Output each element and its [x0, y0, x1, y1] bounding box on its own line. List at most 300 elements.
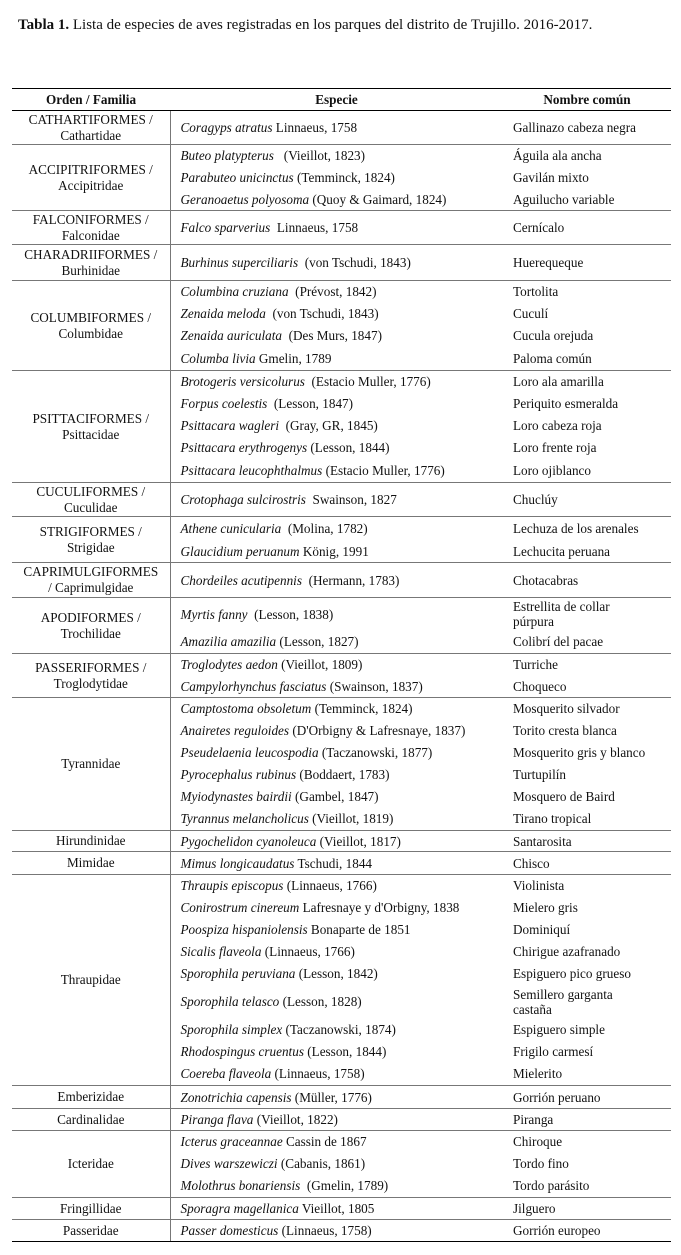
common-name-line: castaña — [513, 1001, 552, 1017]
species-cell — [170, 1063, 503, 1086]
species-authority: (Gambel, 1847) — [291, 789, 379, 804]
scientific-name: Parabuteo unicinctus — [180, 170, 294, 185]
species-cell — [170, 1086, 503, 1109]
common-name-cell — [503, 1153, 671, 1175]
common-name-cell — [503, 654, 671, 676]
common-name-line: Tordo parásito — [513, 1178, 590, 1194]
scientific-name: Zenaida auriculata — [180, 328, 282, 343]
species-authority: (Cabanis, 1861) — [277, 1156, 366, 1171]
table-body — [12, 111, 671, 1242]
species-cell — [170, 393, 503, 415]
species-cell — [170, 654, 503, 676]
order-family-cell — [12, 517, 170, 563]
common-name-line: Tirano tropical — [513, 811, 592, 827]
common-name-cell — [503, 1086, 671, 1109]
common-name-cell — [503, 145, 671, 167]
order-family-cell — [12, 1198, 170, 1220]
common-name-line: Mosquero de Baird — [513, 789, 615, 804]
table-header — [12, 89, 671, 111]
species-authority: (von Tschudi, 1843) — [265, 306, 379, 321]
common-name-cell — [503, 111, 671, 145]
scientific-name: Amazilia amazilia — [180, 634, 277, 650]
order-family-cell — [12, 1109, 170, 1131]
common-name-cell — [503, 941, 671, 963]
species-cell — [170, 303, 503, 325]
order-family-cell — [12, 852, 170, 875]
table-row — [12, 483, 671, 517]
scientific-name: Mimus longicaudatus — [180, 855, 295, 871]
scientific-name: Sporophila simplex — [180, 1022, 283, 1037]
order-family-line: Passeridae — [62, 1222, 119, 1238]
order-family-cell — [12, 1220, 170, 1242]
table-row — [12, 1198, 671, 1220]
common-name-line: Lechuza de los arenales — [513, 521, 639, 537]
table-row — [12, 145, 671, 167]
species-authority: (Müller, 1776) — [291, 1089, 372, 1105]
common-name-line: Tortolita — [513, 284, 559, 300]
scientific-name: Brotogeris versicolurus — [180, 374, 305, 390]
species-cell — [170, 698, 503, 720]
common-name-line: Mosquerito gris y blanco — [513, 745, 646, 760]
species-cell — [170, 325, 503, 347]
table-row — [12, 831, 671, 852]
species-cell — [170, 517, 503, 541]
species-authority: (Boddaert, 1783) — [296, 767, 390, 782]
common-name-cell — [503, 1175, 671, 1198]
species-authority: Linnaeus, 1758 — [270, 220, 359, 235]
scientific-name: Columba livia — [180, 350, 256, 366]
order-family-line: Tyrannidae — [61, 756, 121, 771]
order-family-line: PASSERIFORMES / — [35, 659, 147, 675]
species-authority: (Linnaeus, 1766) — [261, 944, 355, 959]
scientific-name: Rhodospingus cruentus — [180, 1044, 304, 1059]
common-name-line: Gorrión europeo — [513, 1223, 601, 1238]
scientific-name: Geranoaetus polyosoma — [180, 191, 310, 207]
scientific-name: Psittacara erythrogenys — [180, 440, 308, 455]
table-row — [12, 1131, 671, 1153]
common-name-line: Torito cresta blanca — [513, 723, 617, 738]
scientific-name: Pyrocephalus rubinus — [180, 767, 297, 782]
species-authority: Vieillot, 1805 — [298, 1201, 375, 1216]
species-authority: (Lesson, 1842) — [295, 966, 378, 981]
scientific-name: Sporophila peruviana — [180, 966, 296, 981]
common-name-line: Violinista — [513, 878, 565, 894]
scientific-name: Poospiza hispaniolensis — [180, 922, 308, 937]
order-family-line: Mimidae — [66, 855, 115, 870]
scientific-name: Passer domesticus — [180, 1223, 279, 1238]
scientific-name: Icterus graceannae — [180, 1134, 283, 1150]
common-name-line: Espiguero pico grueso — [513, 966, 631, 981]
scientific-name: Myiodynastes bairdii — [180, 789, 292, 804]
species-authority: (Lesson, 1844) — [307, 440, 390, 455]
common-name-line: Lechucita peruana — [513, 543, 611, 559]
species-authority: Gmelin, 1789 — [255, 350, 332, 366]
species-cell — [170, 437, 503, 459]
common-name-line: púrpura — [513, 614, 555, 630]
table-row — [12, 563, 671, 598]
species-authority: (Estacio Muller, 1776) — [304, 374, 431, 390]
species-authority: (Linnaeus, 1758) — [271, 1066, 365, 1082]
common-name-line: Choqueco — [513, 678, 567, 694]
species-cell — [170, 371, 503, 393]
common-name-line: Cuculí — [513, 306, 549, 321]
order-family-line: CUCULIFORMES / — [36, 483, 146, 499]
table-row — [12, 1086, 671, 1109]
common-name-cell — [503, 631, 671, 654]
species-cell — [170, 347, 503, 371]
common-name-line: Santarosita — [513, 833, 572, 849]
order-family-line: Trochilidae — [60, 625, 121, 641]
common-name-line: Gorrión peruano — [513, 1089, 601, 1105]
scientific-name: Chordeiles acutipennis — [180, 572, 302, 588]
common-name-line: Piranga — [513, 1112, 554, 1127]
common-name-cell — [503, 281, 671, 303]
scientific-name: Buteo platypterus — [180, 148, 274, 164]
scientific-name: Anairetes reguloides — [180, 723, 290, 738]
species-authority: (Vieillot, 1822) — [253, 1112, 338, 1127]
common-name-cell — [503, 563, 671, 598]
common-name-cell — [503, 437, 671, 459]
common-name-line: Aguilucho variable — [513, 191, 615, 207]
species-authority: Cassin de 1867 — [282, 1134, 367, 1150]
common-name-cell — [503, 459, 671, 483]
species-authority: (Taczanowski, 1874) — [282, 1022, 396, 1037]
species-cell — [170, 211, 503, 245]
scientific-name: Troglodytes aedon — [180, 657, 278, 673]
order-family-line: Troglodytidae — [53, 675, 128, 691]
species-authority: Tschudi, 1844 — [294, 855, 373, 871]
species-cell — [170, 1131, 503, 1153]
common-name-line: Chisco — [513, 855, 550, 871]
scientific-name: Psittacara leucophthalmus — [180, 462, 323, 478]
order-family-line: Cathartidae — [60, 127, 122, 143]
species-authority: (Lesson, 1847) — [267, 396, 354, 411]
species-authority: (Prévost, 1842) — [288, 284, 377, 300]
species-cell — [170, 919, 503, 941]
order-family-line: Accipitridae — [58, 177, 124, 193]
species-cell — [170, 1019, 503, 1041]
common-name-cell — [503, 1019, 671, 1041]
common-name-line: Frigilo carmesí — [513, 1044, 594, 1059]
species-authority: (Vieillot, 1819) — [308, 811, 394, 827]
common-name-line: Jilguero — [513, 1201, 556, 1216]
species-authority: Bonaparte de 1851 — [307, 922, 411, 937]
table-row — [12, 852, 671, 875]
common-name-cell — [503, 189, 671, 211]
order-family-line: Fringillidae — [59, 1200, 122, 1216]
scientific-name: Pseudelaenia leucospodia — [180, 745, 319, 760]
common-name-line: Mielerito — [513, 1066, 563, 1082]
table-row — [12, 371, 671, 393]
species-authority: (Temminck, 1824) — [293, 170, 395, 185]
species-cell — [170, 1153, 503, 1175]
scientific-name: Forpus coelestis — [180, 396, 268, 411]
order-family-line: Emberizidae — [57, 1089, 125, 1104]
common-name-line: Colibrí del pacae — [513, 634, 604, 650]
scientific-name: Molothrus bonariensis — [180, 1178, 301, 1194]
order-family-cell — [12, 371, 170, 483]
common-name-line: Mielero gris — [513, 900, 578, 915]
common-name-line: Turriche — [513, 657, 558, 673]
common-name-cell — [503, 985, 671, 1019]
species-cell — [170, 985, 503, 1019]
common-name-cell — [503, 347, 671, 371]
common-name-cell — [503, 483, 671, 517]
order-family-line: Thraupidae — [60, 972, 121, 987]
scientific-name: Psittacara wagleri — [180, 418, 280, 433]
species-cell — [170, 1175, 503, 1198]
order-family-cell — [12, 1086, 170, 1109]
order-family-cell — [12, 1131, 170, 1198]
species-authority: (D'Orbigny & Lafresnaye, 1837) — [289, 723, 466, 738]
common-name-cell — [503, 393, 671, 415]
scientific-name: Piranga flava — [180, 1112, 254, 1127]
common-name-line: Chuclúy — [513, 492, 558, 507]
species-cell — [170, 145, 503, 167]
common-name-line: Loro cabeza roja — [513, 418, 602, 433]
species-cell — [170, 459, 503, 483]
common-name-cell — [503, 1041, 671, 1063]
order-family-cell — [12, 598, 170, 654]
header-order-family: Orden / Familia — [12, 89, 170, 111]
species-authority: (Gray, GR, 1845) — [279, 418, 378, 433]
table-row — [12, 211, 671, 245]
common-name-line: Loro ojiblanco — [513, 462, 592, 478]
scientific-name: Falco sparverius — [180, 220, 271, 235]
scientific-name: Pygochelidon cyanoleuca — [180, 833, 317, 849]
common-name-line: Mosquerito silvador — [513, 701, 620, 717]
common-name-line: Tordo fino — [513, 1156, 569, 1171]
scientific-name: Coragyps atratus — [180, 120, 273, 135]
order-family-line: CAPRIMULGIFORMES — [23, 564, 159, 579]
species-authority: (Linnaeus, 1766) — [283, 878, 377, 894]
common-name-line: Paloma común — [513, 350, 592, 366]
common-name-cell — [503, 1063, 671, 1086]
table-row — [12, 111, 671, 145]
common-name-line: Dominiquí — [513, 922, 571, 937]
scientific-name: Columbina cruziana — [180, 284, 289, 300]
scientific-name: Zonotrichia capensis — [180, 1089, 292, 1105]
species-cell — [170, 897, 503, 919]
common-name-cell — [503, 1220, 671, 1242]
scientific-name: Coereba flaveola — [180, 1066, 272, 1082]
species-cell — [170, 167, 503, 189]
order-family-line: STRIGIFORMES / — [39, 523, 142, 539]
common-name-line: Loro frente roja — [513, 440, 597, 455]
species-cell — [170, 676, 503, 698]
common-name-line: Águila ala ancha — [513, 148, 602, 164]
scientific-name: Tyrannus melancholicus — [180, 811, 309, 827]
species-cell — [170, 563, 503, 598]
order-family-line: COLUMBIFORMES / — [30, 309, 152, 325]
caption-label: Tabla 1. — [18, 17, 70, 33]
order-family-line: APODIFORMES / — [40, 609, 141, 625]
order-family-cell — [12, 281, 170, 371]
common-name-cell — [503, 764, 671, 786]
common-name-cell — [503, 415, 671, 437]
species-authority: (Lesson, 1838) — [247, 606, 334, 622]
common-name-cell — [503, 786, 671, 808]
order-family-line: Cuculidae — [64, 499, 118, 515]
scientific-name: Myrtis fanny — [180, 606, 248, 622]
order-family-cell — [12, 245, 170, 281]
common-name-cell — [503, 1131, 671, 1153]
table-row — [12, 517, 671, 541]
species-authority: (Estacio Muller, 1776) — [322, 462, 445, 478]
scientific-name: Sicalis flaveola — [180, 944, 262, 959]
species-cell — [170, 245, 503, 281]
species-authority: (Des Murs, 1847) — [281, 328, 382, 343]
order-family-line: CATHARTIFORMES / — [28, 111, 153, 127]
species-authority: Lafresnaye y d'Orbigny, 1838 — [299, 900, 460, 915]
order-family-cell — [12, 875, 170, 1086]
scientific-name: Sporagra magellanica — [180, 1201, 299, 1216]
species-cell — [170, 281, 503, 303]
common-name-cell — [503, 963, 671, 985]
common-name-cell — [503, 875, 671, 897]
header-row — [12, 89, 671, 111]
scientific-name: Crotophaga sulcirostris — [180, 492, 306, 507]
common-name-line: Gallinazo cabeza negra — [513, 120, 637, 135]
order-family-line: Psittacidae — [62, 426, 120, 442]
common-name-line: Turtupilín — [513, 767, 567, 782]
common-name-cell — [503, 303, 671, 325]
common-name-line: Espiguero simple — [513, 1022, 605, 1037]
common-name-line: Semillero garganta — [513, 986, 613, 1002]
common-name-cell — [503, 371, 671, 393]
scientific-name: Dives warszewiczi — [180, 1156, 278, 1171]
species-authority: (Hermann, 1783) — [301, 572, 400, 588]
order-family-line: Strigidae — [66, 539, 115, 555]
species-authority: (Taczanowski, 1877) — [318, 745, 433, 760]
common-name-cell — [503, 211, 671, 245]
common-name-cell — [503, 541, 671, 563]
scientific-name: Glaucidium peruanum — [180, 543, 300, 559]
scientific-name: Campylorhynchus fasciatus — [180, 678, 327, 694]
order-family-line: Hirundinidae — [55, 833, 126, 848]
common-name-cell — [503, 517, 671, 541]
species-authority: (Linnaeus, 1758) — [278, 1223, 372, 1238]
common-name-line: Chiroque — [513, 1134, 563, 1150]
species-cell — [170, 1220, 503, 1242]
scientific-name: Camptostoma obsoletum — [180, 701, 312, 717]
order-family-cell — [12, 111, 170, 145]
common-name-cell — [503, 919, 671, 941]
species-authority: Swainson, 1827 — [305, 492, 397, 507]
species-cell — [170, 631, 503, 654]
table-row — [12, 1109, 671, 1131]
order-family-cell — [12, 211, 170, 245]
species-cell — [170, 1041, 503, 1063]
species-table — [12, 88, 671, 1242]
common-name-line: Huerequeque — [513, 255, 584, 270]
common-name-cell — [503, 167, 671, 189]
table-caption — [18, 14, 668, 36]
order-family-line: PSITTACIFORMES / — [32, 410, 150, 426]
order-family-line: FALCONIFORMES / — [32, 211, 149, 227]
species-authority: (Quoy & Gaimard, 1824) — [309, 191, 447, 207]
common-name-line: Loro ala amarilla — [513, 374, 604, 390]
common-name-cell — [503, 1109, 671, 1131]
common-name-line: Chotacabras — [513, 572, 579, 588]
table-row — [12, 1220, 671, 1242]
species-cell — [170, 189, 503, 211]
table-row — [12, 875, 671, 897]
order-family-line: / Caprimulgidae — [48, 580, 134, 595]
species-cell — [170, 598, 503, 631]
species-cell — [170, 720, 503, 742]
table-row — [12, 698, 671, 720]
order-family-line: Icteridae — [67, 1156, 114, 1171]
common-name-line: Estrellita de collar — [513, 599, 610, 615]
species-authority: Linnaeus, 1758 — [272, 120, 358, 135]
common-name-line: Periquito esmeralda — [513, 396, 619, 411]
header-species: Especie — [170, 89, 503, 111]
common-name-cell — [503, 852, 671, 875]
species-cell — [170, 831, 503, 852]
species-cell — [170, 1109, 503, 1131]
common-name-cell — [503, 598, 671, 631]
common-name-cell — [503, 808, 671, 831]
species-authority: (Vieillot, 1817) — [316, 833, 401, 849]
common-name-cell — [503, 698, 671, 720]
species-cell — [170, 963, 503, 985]
order-family-cell — [12, 654, 170, 698]
species-cell — [170, 808, 503, 831]
scientific-name: Athene cunicularia — [180, 521, 282, 537]
species-authority: (Lesson, 1827) — [276, 634, 359, 650]
order-family-line: Burhinidae — [61, 262, 121, 278]
order-family-line: Columbidae — [58, 325, 123, 341]
table-row — [12, 245, 671, 281]
species-cell — [170, 941, 503, 963]
order-family-cell — [12, 831, 170, 852]
species-authority: (Molina, 1782) — [281, 521, 368, 537]
scientific-name: Zenaida meloda — [180, 306, 266, 321]
species-authority: (Lesson, 1828) — [279, 994, 362, 1009]
species-authority: (Lesson, 1844) — [303, 1044, 387, 1059]
species-cell — [170, 875, 503, 897]
species-authority: (Swainson, 1837) — [326, 678, 423, 694]
order-family-cell — [12, 698, 170, 831]
common-name-cell — [503, 742, 671, 764]
common-name-line: Gavilán mixto — [513, 170, 589, 185]
order-family-line: Falconidae — [61, 227, 120, 243]
order-family-line: ACCIPITRIFORMES / — [28, 161, 153, 177]
scientific-name: Sporophila telasco — [180, 994, 280, 1009]
species-authority: (von Tschudi, 1843) — [298, 255, 411, 270]
species-cell — [170, 852, 503, 875]
scientific-name: Burhinus superciliaris — [180, 255, 299, 270]
common-name-cell — [503, 245, 671, 281]
species-cell — [170, 483, 503, 517]
common-name-line: Chirigue azafranado — [513, 944, 621, 959]
species-cell — [170, 541, 503, 563]
table-row — [12, 654, 671, 676]
order-family-cell — [12, 483, 170, 517]
common-name-cell — [503, 720, 671, 742]
common-name-line: Cucula orejuda — [513, 328, 594, 343]
species-cell — [170, 786, 503, 808]
species-cell — [170, 1198, 503, 1220]
species-cell — [170, 742, 503, 764]
scientific-name: Conirostrum cinereum — [180, 900, 300, 915]
header-common-name: Nombre común — [503, 89, 671, 111]
scientific-name: Thraupis episcopus — [180, 878, 284, 894]
order-family-cell — [12, 145, 170, 211]
species-cell — [170, 415, 503, 437]
order-family-line: Cardinalidae — [57, 1111, 125, 1127]
